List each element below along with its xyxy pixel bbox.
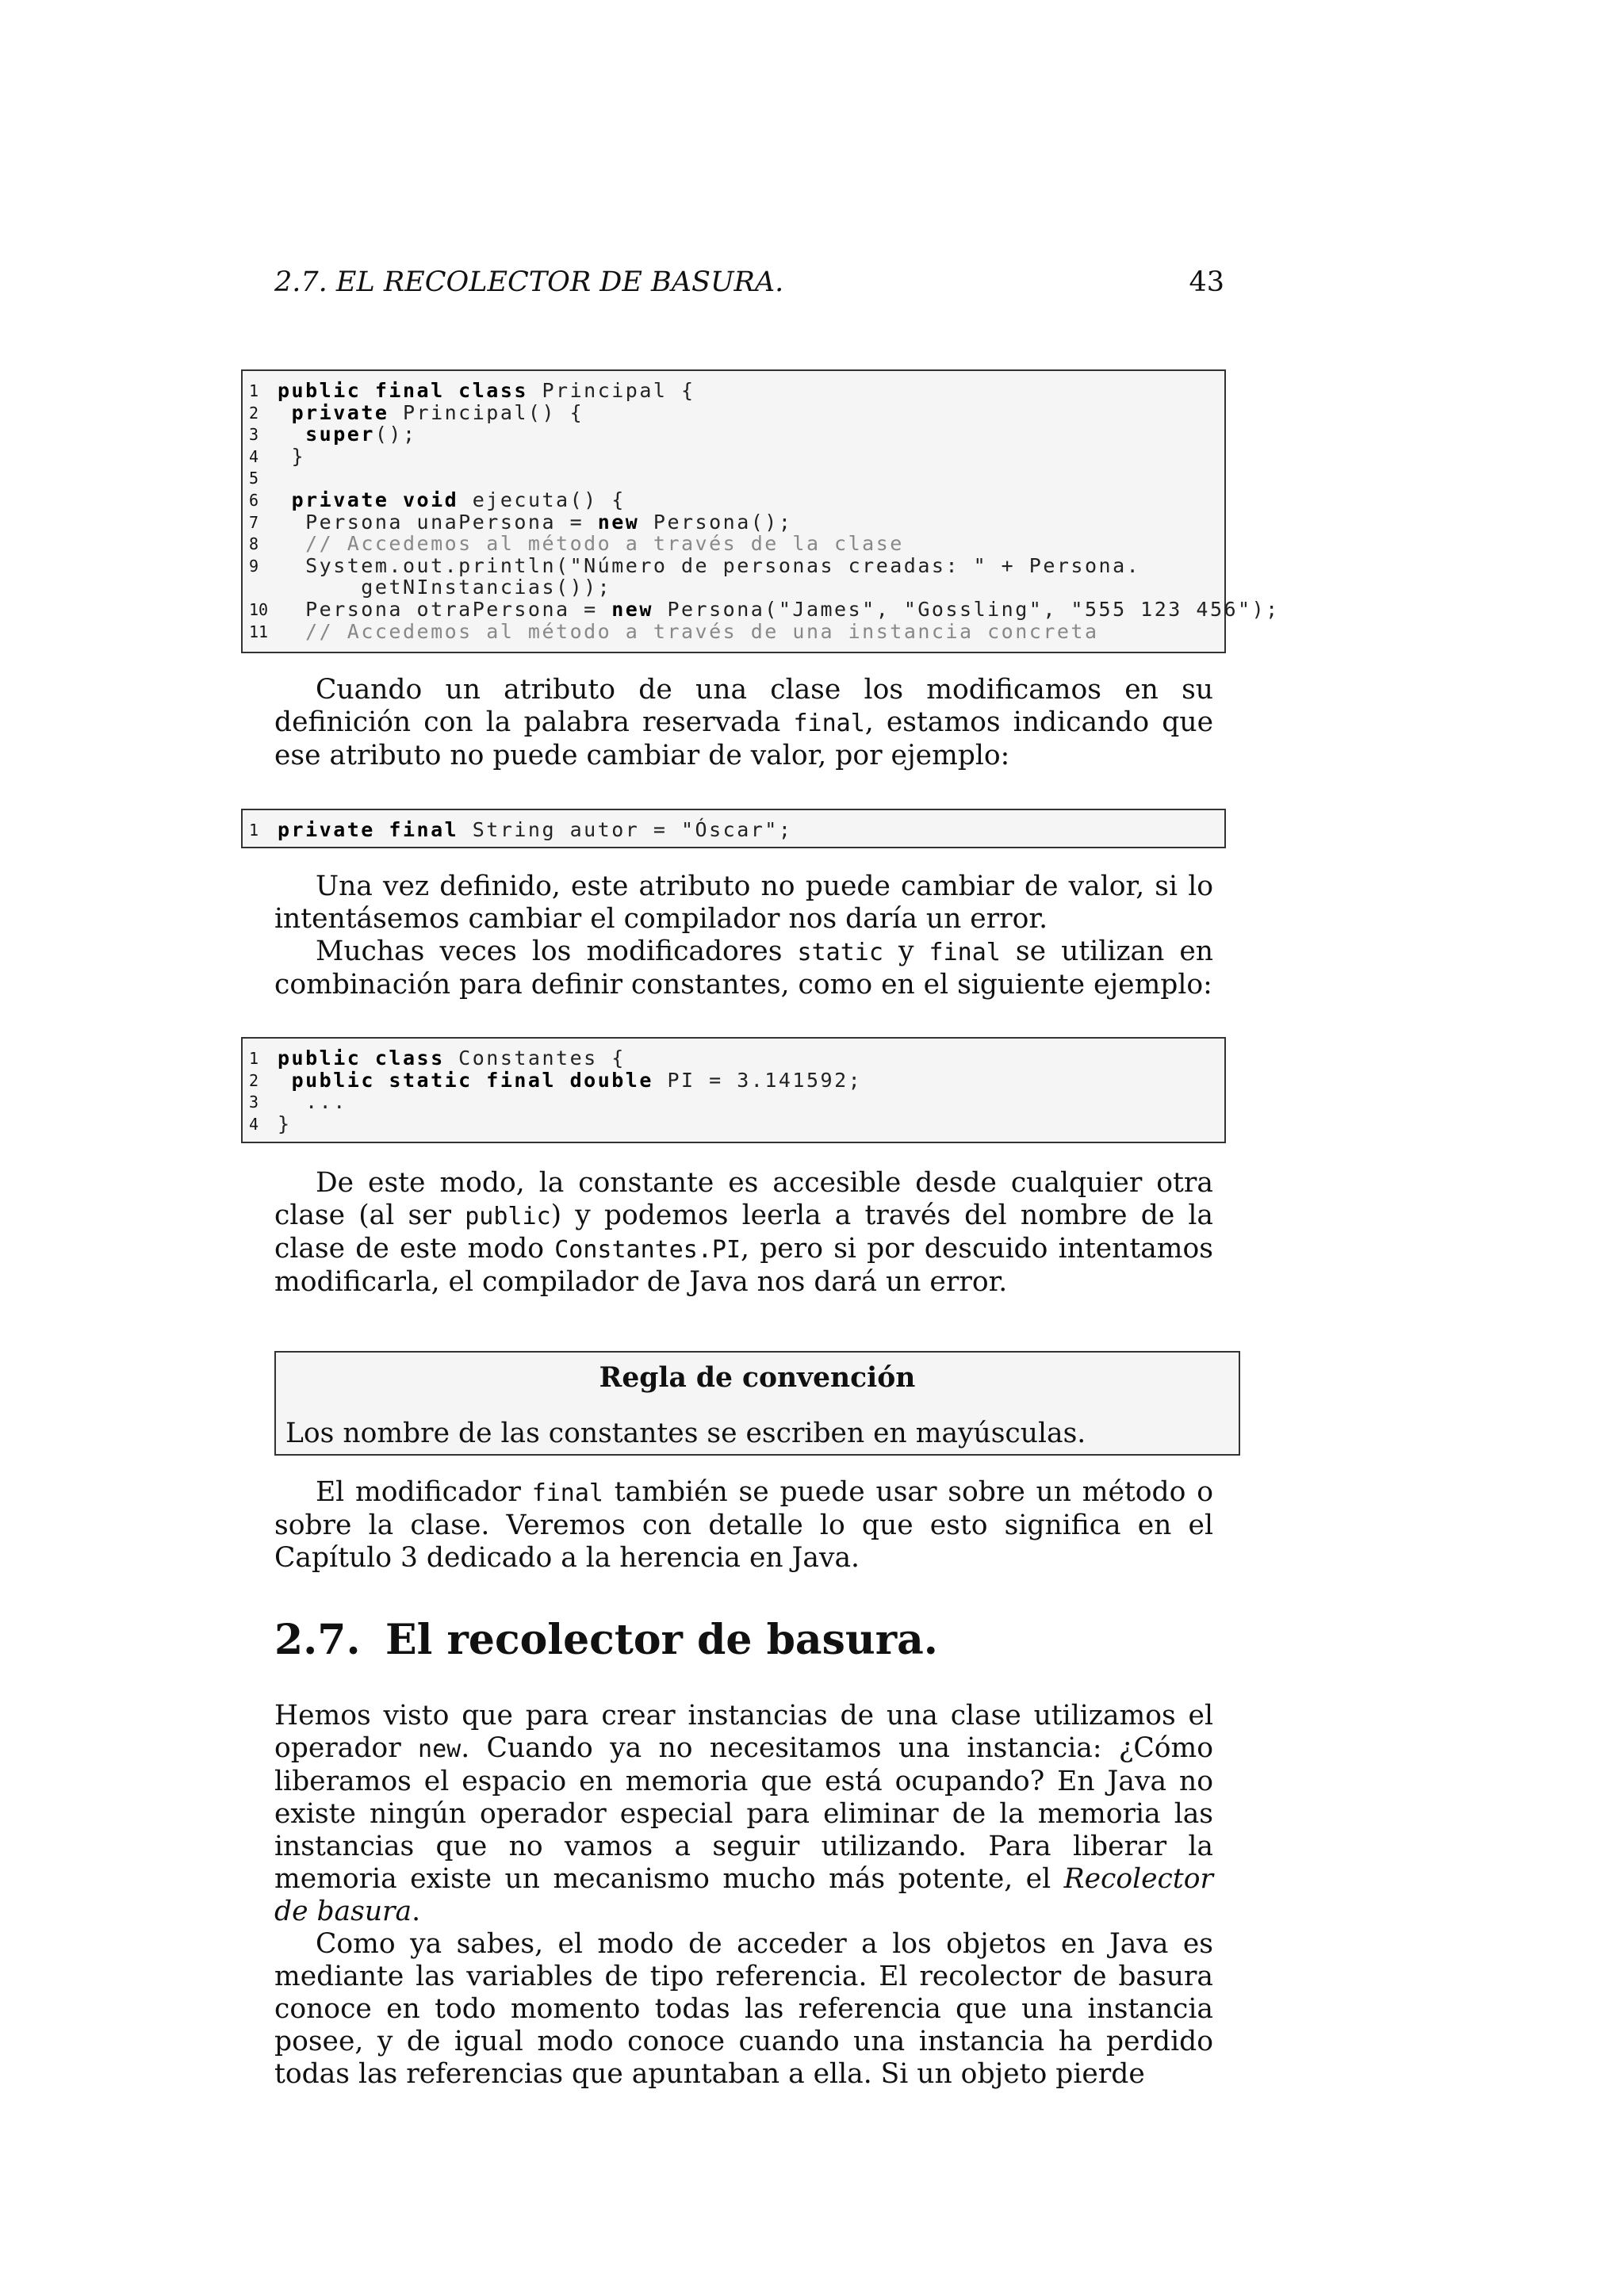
line-number: 1 — [249, 1049, 259, 1068]
code-line: private final String autor = "Óscar"; — [278, 818, 793, 841]
paragraph-final-explanation — [274, 871, 1213, 1001]
code-line: public final class Principal { — [278, 379, 695, 402]
text: se utilizan en combinación para definir constantes, como en el siguiente ejemplo: — [274, 936, 1214, 1001]
code-line: Persona unaPersona = new Persona(); — [278, 510, 793, 534]
code-line: super(); — [305, 423, 417, 446]
text: Muchas veces los modificadores — [316, 936, 798, 967]
line-number: 8 — [249, 534, 259, 554]
line-number: 3 — [249, 425, 259, 445]
line-number: 1 — [249, 381, 259, 400]
line-number: 3 — [249, 1093, 259, 1112]
code-listing-principal — [241, 369, 1280, 653]
code-line: public static final double PI = 3.141592; — [291, 1068, 863, 1092]
text: El modificador — [316, 1476, 532, 1508]
text: Hemos visto que para crear instancias de una clase utilizamos el operador — [274, 1700, 1213, 1764]
line-number: 5 — [249, 469, 259, 488]
rule-box-title: Regla de convención — [599, 1362, 916, 1394]
text: De este modo, la constante es accesible desde cualquier otra clase (al ser — [274, 1167, 1213, 1231]
section-heading — [274, 1616, 938, 1664]
inline-code: final — [793, 710, 865, 737]
code-line: // Accedemos al método a través de una instancia concreta — [305, 619, 1099, 643]
code-line: private Principal() { — [291, 400, 584, 424]
page-number: 43 — [1189, 266, 1224, 298]
code-listing-autor — [241, 809, 1226, 848]
emphasis: Recolector de basura — [274, 1863, 1213, 1927]
text: . — [412, 1896, 421, 1927]
inline-code: final — [531, 1479, 603, 1507]
inline-code: public — [465, 1203, 551, 1230]
text: . Cuando ya no necesitamos una instancia: ¿Cómo liberamos el espacio en memoria que está ocupando? En Java no existe ningún operador especial para eliminar de la memoria las instancias que no vamos a seguir utilizando. Para liberar la memoria existe un mecanismo mucho más potente, el — [274, 1732, 1213, 1895]
paragraph-text: Como ya sabes, el modo de acceder a los objetos en Java es mediante las variables de tipo referencia. El recolector de basura conoce en todo momento todas las referencia que una instancia posee, y de igual modo conoce cuando una instancia ha perdido todas las referencias que apuntaban a ella. Si un objeto pierde — [274, 1928, 1213, 2090]
text: , pero si por descuido intentamos modificarla, el compilador de Java nos dará un error. — [274, 1233, 1213, 1298]
line-number: 9 — [249, 556, 259, 576]
code-line: public class Constantes { — [278, 1047, 626, 1070]
code-line: System.out.println("Número de personas creadas: " + Persona. — [278, 553, 1141, 577]
text: , estamos indicando que ese atributo no puede cambiar de valor, por ejemplo: — [274, 706, 1214, 771]
line-number: 4 — [249, 446, 259, 466]
text: ) y podemos leerla a través del nombre de la clase de este modo — [274, 1200, 1214, 1265]
text: y — [883, 936, 929, 967]
code-listing-constantes — [241, 1037, 1226, 1143]
text: también se puede usar sobre un método o sobre la clase. Veremos con detalle lo que esto significa en el Capítulo 3 dedicado a la herencia en Java. — [274, 1476, 1213, 1574]
line-number: 11 — [249, 622, 269, 641]
paragraph-final-attribute — [274, 674, 1213, 772]
line-number: 10 — [249, 600, 269, 619]
code-line: } — [278, 444, 306, 468]
code-line: Persona otraPersona = new Persona("James", "Gossling", "555 123 456"); — [278, 598, 1280, 621]
section-number: 2.7. — [274, 1616, 361, 1664]
code-line: // Accedemos al método a través de la clase — [305, 532, 904, 556]
paragraph-constants — [274, 1167, 1213, 1299]
running-header-title: 2.7. EL RECOLECTOR DE BASURA. — [274, 266, 784, 298]
line-number: 2 — [249, 403, 259, 423]
section-title: El recolector de basura. — [385, 1616, 938, 1664]
code-line: ... — [278, 1090, 347, 1114]
line-number: 2 — [249, 1070, 259, 1090]
convention-rule-box — [274, 1351, 1240, 1456]
code-line: } — [278, 1112, 292, 1135]
paragraph-final-method — [274, 1476, 1213, 1575]
code-line: getNInstancias()); — [278, 576, 612, 599]
line-number: 4 — [249, 1114, 259, 1134]
paragraph-text: Una vez definido, este atributo no puede cambiar de valor, si lo intentásemos cambiar el compilador nos daría un error. — [274, 871, 1213, 935]
text: Cuando un atributo de una clase los modificamos en su definición con la palabra reservada — [274, 674, 1213, 738]
paragraph-garbage-collector — [274, 1700, 1213, 2091]
line-number: 7 — [249, 512, 259, 532]
line-number: 6 — [249, 491, 259, 510]
inline-code: Constantes.PI — [554, 1236, 741, 1264]
rule-box-text: Los nombre de las constantes se escriben en mayúsculas. — [285, 1418, 1086, 1449]
inline-code: static — [797, 939, 883, 966]
inline-code: final — [929, 939, 1001, 966]
line-number: 1 — [249, 821, 259, 840]
code-line: private void ejecuta() { — [291, 488, 626, 511]
inline-code: new — [418, 1735, 462, 1763]
